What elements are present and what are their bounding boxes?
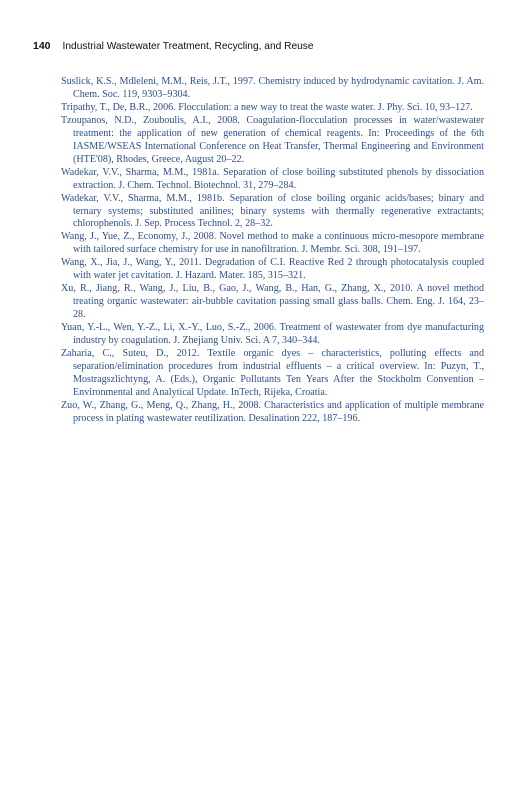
reference-entry: Zuo, W., Zhang, G., Meng, Q., Zhang, H., 2008. Characteristics and application of multiple membrane process in plating wastewater reutilization. Desalination 222, 187–196. [61,399,484,424]
reference-entry: Suslick, K.S., Mdleleni, M.M., Reis, J.T., 1997. Chemistry induced by hydrodynamic cavitation. J. Am. Chem. Soc. 119, 9303–9304. [61,76,484,100]
reference-list [61,76,484,426]
reference-entry: Wang, X., Jia, J., Wang, Y., 2011. Degradation of C.I. Reactive Red 2 through photocatalysis coupled with water jet cavitation. J. Hazard. Mater. 185, 315–321. [61,257,484,282]
reference-entry: Wadekar, V.V., Sharma, M.M., 1981a. Separation of close boiling substituted phenols by dissociation extraction. J. Chem. Technol. Biotechnol. 31, 279–284. [61,166,484,191]
running-header [33,40,503,52]
reference-entry: Wadekar, V.V., Sharma, M.M., 1981b. Separation of close boiling organic acids/bases; binary and ternary systems; substituted anilines; binary systems with thermally regenerative extractants; chlorophenols. J. Sep. Process Technol. 2, 28–32. [61,192,484,230]
reference-entry: Yuan, Y.-L., Wen, Y.-Z., Li, X.-Y., Luo, S.-Z., 2006. Treatment of wastewater from dye manufacturing industry by coagulation. J. Zhejiang Univ. Sci. A 7, 340–344. [61,322,484,347]
reference-entry: Wang, J., Yue, Z., Economy, J., 2008. Novel method to make a continuous micro-mesopore membrane with tailored surface chemistry for use in nanofiltration. J. Membr. Sci. 308, 191–197. [61,231,484,256]
reference-entry: Tzoupanos, N.D., Zouboulis, A.I., 2008. Coagulation-flocculation processes in water/wastewater treatment: the application of new generation of chemical reagents. In: Proceedings of the 6th IASME/WSEAS International Conference on Heat Transfer, Thermal Engineering and Environment (HTE'08), Rhodes, Greece, August 20–22. [61,114,484,165]
reference-entry: Tripathy, T., De, B.R., 2006. Flocculation: a new way to treat the waste water. J. Phy. Sci. 10, 93–127. [61,101,473,113]
page-number: 140 [33,40,51,52]
running-title: Industrial Wastewater Treatment, Recycling, and Reuse [62,41,314,52]
reference-entry: Xu, R., Jiang, R., Wang, J., Liu, B., Gao, J., Wang, B., Han, G., Zhang, X., 2010. A novel method treating organic wastewater: air-bubble cavitation passing small glass balls. Chem. Eng. J. 164, 23–28. [61,283,484,321]
reference-entry: Zaharia, C., Suteu, D., 2012. Textile organic dyes – characteristics, polluting effects and separation/elimination procedures from industrial effluents – a critical overview. In: Puzyn, T., Mostragszlichtyng, A. (Eds.), Organic Pollutants Ten Years After the Stockholm Convention – Environmental and Analytical Update. InTech, Rijeka, Croatia. [61,348,484,398]
